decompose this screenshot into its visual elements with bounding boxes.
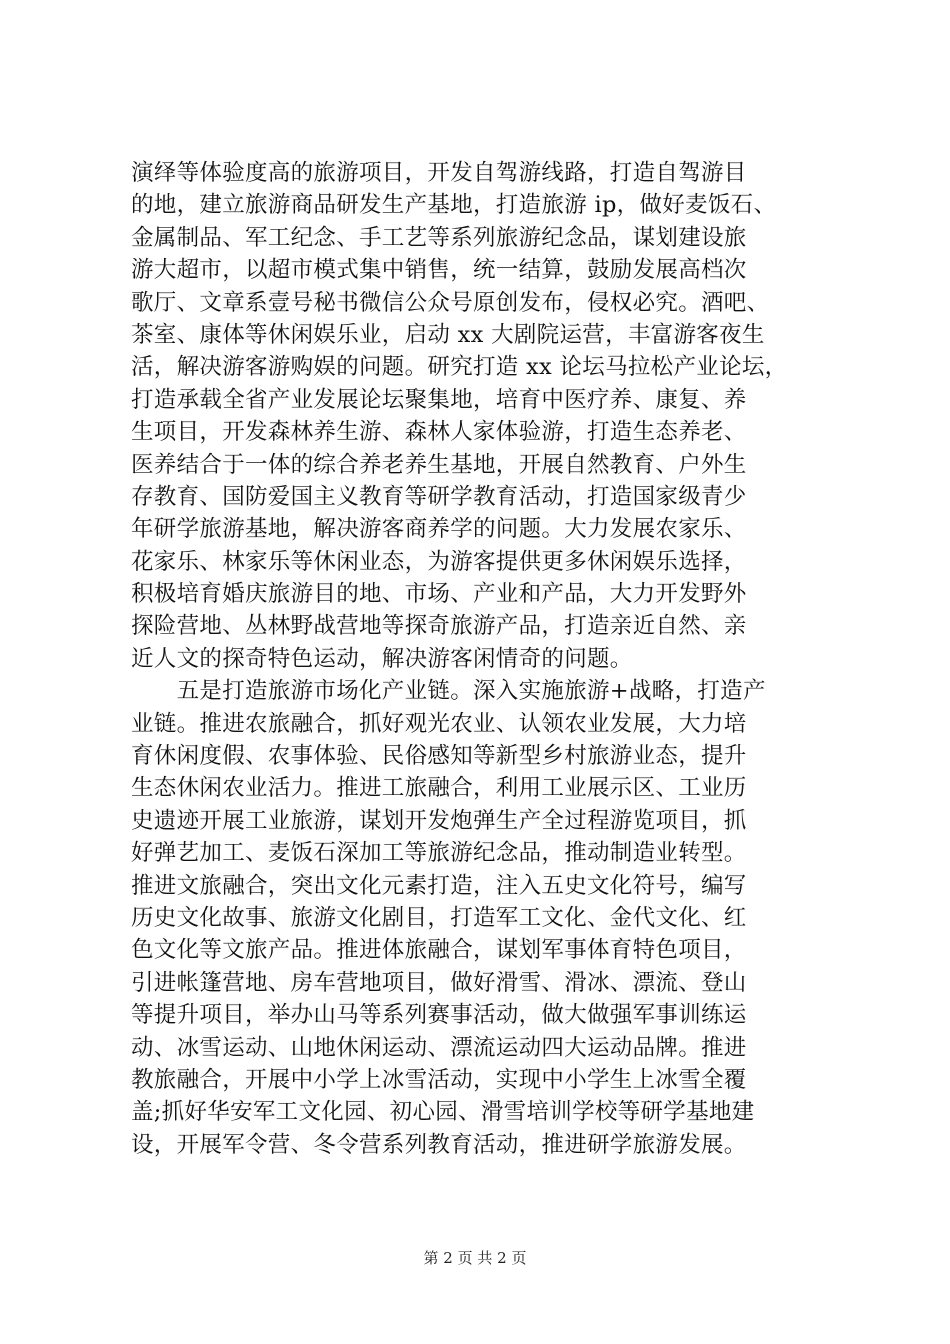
text-line: 的地，建立旅游商品研发生产基地，打造旅游 ip，做好麦饭石、 — [131, 192, 777, 219]
text-line: 游大超市，以超市模式集中销售，统一结算，鼓励发展高档次 — [131, 257, 747, 284]
text-line: 好弹艺加工、麦饭石深加工等旅游纪念品，推动制造业转型。 — [131, 840, 747, 867]
text-line: 医养结合于一体的综合养老养生基地，开展自然教育、户外生 — [131, 451, 747, 478]
text-line: 盖;抓好华安军工文化园、初心园、滑雪培训学校等研学基地建 — [131, 1099, 755, 1126]
text-line: 教旅融合，开展中小学上冰雪活动，实现中小学生上冰雪全覆 — [131, 1066, 747, 1093]
text-line: 史遗迹开展工业旅游，谋划开发炮弹生产全过程游览项目，抓 — [131, 807, 747, 834]
text-line: 打造承载全省产业发展论坛聚集地，培育中医疗养、康复、养 — [131, 386, 747, 413]
text-line: 生项目，开发森林养生游、森林人家体验游，打造生态养老、 — [131, 419, 747, 446]
page-number-footer: 第 2 页 共 2 页 — [423, 1249, 527, 1267]
text-line: 年研学旅游基地，解决游客商养学的问题。大力发展农家乐、 — [131, 516, 747, 543]
text-line: 演绎等体验度高的旅游项目，开发自驾游线路，打造自驾游目 — [131, 160, 747, 186]
text-line: 近人文的探奇特色运动，解决游客闲情奇的问题。 — [131, 645, 633, 672]
text-line: 育休闲度假、农事体验、民俗感知等新型乡村旅游业态，提升 — [131, 743, 747, 770]
text-line: 设，开展军令营、冬令营系列教育活动，推进研学旅游发展。 — [131, 1131, 747, 1158]
text-line: 色文化等文旅产品。推进体旅融合，谋划军事体育特色项目， — [131, 937, 747, 964]
text-line: 存教育、国防爱国主义教育等研学教育活动，打造国家级青少 — [131, 483, 747, 510]
text-line: 推进文旅融合，突出文化元素打造，注入五史文化符号，编写 — [131, 872, 747, 899]
text-line: 金属制品、军工纪念、手工艺等系列旅游纪念品，谋划建设旅 — [131, 224, 747, 251]
text-line: 活，解决游客游购娱的问题。研究打造 xx 论坛马拉松产业论坛， — [131, 354, 788, 381]
paragraph-start-line: 五是打造旅游市场化产业链。深入实施旅游+战略，打造产 — [131, 678, 766, 705]
text-line: 生态休闲农业活力。推进工旅融合，利用工业展示区、工业历 — [131, 775, 747, 802]
text-line: 业链。推进农旅融合，抓好观光农业、认领农业发展，大力培 — [131, 710, 747, 737]
text-line: 茶室、康体等休闲娱乐业，启动 xx 大剧院运营，丰富游客夜生 — [131, 321, 765, 348]
text-line: 等提升项目，举办山马等系列赛事活动，做大做强军事训练运 — [131, 1002, 747, 1029]
text-line: 历史文化故事、旅游文化剧目，打造军工文化、金代文化、红 — [131, 904, 747, 931]
text-line: 探险营地、丛林野战营地等探奇旅游产品，打造亲近自然、亲 — [131, 613, 747, 640]
text-line: 动、冰雪运动、山地休闲运动、漂流运动四大运动品牌。推进 — [131, 1034, 747, 1061]
text-line: 歌厅、文章系壹号秘书微信公众号原创发布，侵权必究。酒吧、 — [131, 289, 770, 316]
text-line: 花家乐、林家乐等休闲业态，为游客提供更多休闲娱乐选择， — [131, 548, 747, 575]
text-line: 积极培育婚庆旅游目的地、市场、产业和产品，大力开发野外 — [131, 581, 747, 608]
text-line: 引进帐篷营地、房车营地项目，做好滑雪、滑冰、漂流、登山 — [131, 969, 747, 996]
body-text — [131, 157, 831, 1161]
